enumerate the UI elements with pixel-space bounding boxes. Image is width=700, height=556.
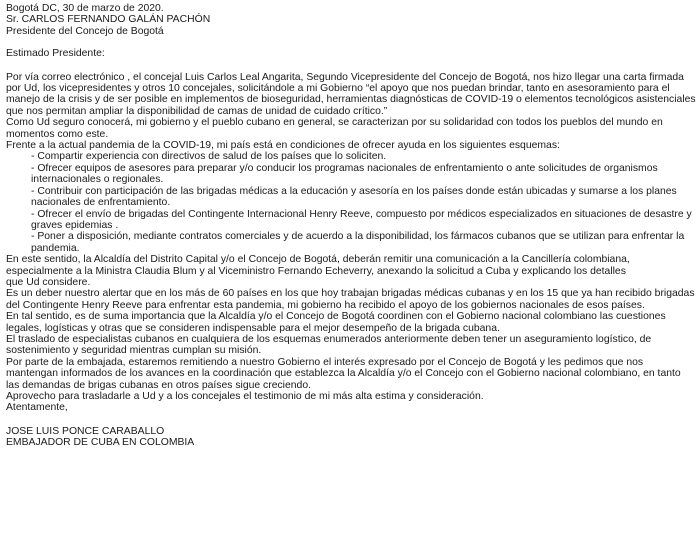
body-line: En tal sentido, es de suma importancia que la Alcaldía y/o el Concejo de Bogotá coordinen con el Gobierno nacional colombiano las cuestiones <box>6 311 666 323</box>
letter-body <box>6 72 700 152</box>
offer-list <box>6 151 700 254</box>
body-line: especialmente a la Ministra Claudia Blum y al Viceministro Fernando Echeverry, anexando la solicitud a Cuba y explicando los detalles <box>6 265 626 277</box>
body-line: Por vía correo electrónico , el concejal Luis Carlos Leal Angarita, Segundo Vicepresidente del Concejo de Bogotá, nos hizo llegar una carta firmada <box>6 71 684 83</box>
body-line: En este sentido, la Alcaldía del Distrito Capital y/o el Concejo de Bogotá, deberán remitir una comunicación a la Cancillería colombiana, <box>6 254 630 266</box>
body-line: Aprovecho para trasladarle a Ud y a los concejales el testimonio de mi más alta estima y consideración. <box>6 391 484 402</box>
body-line: del Contingente Henry Reeve para enfrentar esta pandemia, mi gobierno ha recibido el apoyo de los gobiernos nacionales de esos países. <box>6 299 645 311</box>
letter-closing <box>6 254 700 414</box>
recipient-name: Sr. CARLOS FERNANDO GALÁN PACHÓN <box>6 14 211 26</box>
body-line: que nos permitan ampliar la disponibilidad de camas de unidad de cuidado crítico.” <box>6 105 388 117</box>
salutation: Estimado Presidente: <box>6 48 105 60</box>
body-line: momentos como este. <box>6 128 109 140</box>
body-line: sostenimiento y seguridad mientras cumplan su misión. <box>6 345 262 357</box>
body-line: por Ud, los vicepresidentes y otros 10 concejales, solicitándole a mi Gobierno “el apoyo que nos puedan brindar, tanto en asesoramiento para el <box>6 83 670 95</box>
body-line: Por parte de la embajada, estaremos remitiendo a nuestro Gobierno el interés expresado por el Concejo de Bogotá y les pedimos que nos <box>6 356 644 368</box>
body-line: las demandas de brigas cubanas en otros países sigue creciendo. <box>6 379 311 391</box>
signature-block <box>6 426 700 449</box>
body-line: El traslado de especialistas cubanos en cualquiera de los esquemas enumerados anteriormente deben tener un aseguramiento logístico, de <box>6 333 652 345</box>
signer-name: JOSE LUIS PONCE CARABALLO <box>6 425 165 437</box>
body-line: legales, logísticas y otras que se consideren indispensable para el mejor desempeño de la brigada cubana. <box>6 322 500 334</box>
body-line: Es un deber nuestro alertar que en los más de 60 países en los que hoy trabajan brigadas médicas cubanas y en los 15 que ya han recibido brigadas <box>6 288 695 300</box>
list-item: - Poner a disposición, mediante contratos comerciales y de acuerdo a la disponibilidad, los fármacos cubanos que se utilizan para enfrentar la <box>31 231 685 243</box>
recipient-title: Presidente del Concejo de Bogotá <box>6 25 164 37</box>
body-line: Frente a la actual pandemia de la COVID-19, mi país está en condiciones de ofrecer ayuda en los siguientes esquemas: <box>6 140 560 152</box>
list-item: - Compartir experiencia con directivos de salud de los países que lo soliciten. <box>31 151 387 163</box>
list-item: graves epidemias . <box>31 219 119 231</box>
letter-header <box>6 3 700 37</box>
list-item: - Ofrecer equipos de asesores para preparar y/o conducir los programas nacionales de enfrentamiento o ante solicitudes de organismos <box>31 162 658 174</box>
list-item: - Contribuir con participación de las brigadas médicas a la educación y asesoría en los países donde están ubicadas y sumarse a los planes <box>31 185 677 197</box>
list-item: - Ofrecer el envío de brigadas del Contingente Internacional Henry Reeve, compuesto por médicos especializados en situaciones de desastre y <box>31 208 692 220</box>
body-line: que Ud considere. <box>6 276 91 288</box>
list-item: nacionales de enfrentamiento. <box>31 197 171 209</box>
list-item: pandemia. <box>31 242 80 254</box>
date-line: Bogotá DC, 30 de marzo de 2020. <box>6 3 164 14</box>
body-line: Atentamente, <box>6 402 68 414</box>
body-line: manejo de la crisis y de ser posible en implementos de bioseguridad, herramientas diagnósticas de COVID-19 o elementos tecnológicos asistenciales <box>6 94 696 106</box>
body-line: mantengan informados de los avances en la coordinación que establezca la Alcaldía y/o el Concejo con el Gobierno nacional colombiano, en tanto <box>6 368 681 380</box>
signer-title: EMBAJADOR DE CUBA EN COLOMBIA <box>6 437 195 449</box>
list-item: internacionales o regionales. <box>31 174 164 186</box>
body-line: Como Ud seguro conocerá, mi gobierno y el pueblo cubano en general, se caracterizan por su solidaridad con todos los pueblos del mundo en <box>6 117 663 129</box>
